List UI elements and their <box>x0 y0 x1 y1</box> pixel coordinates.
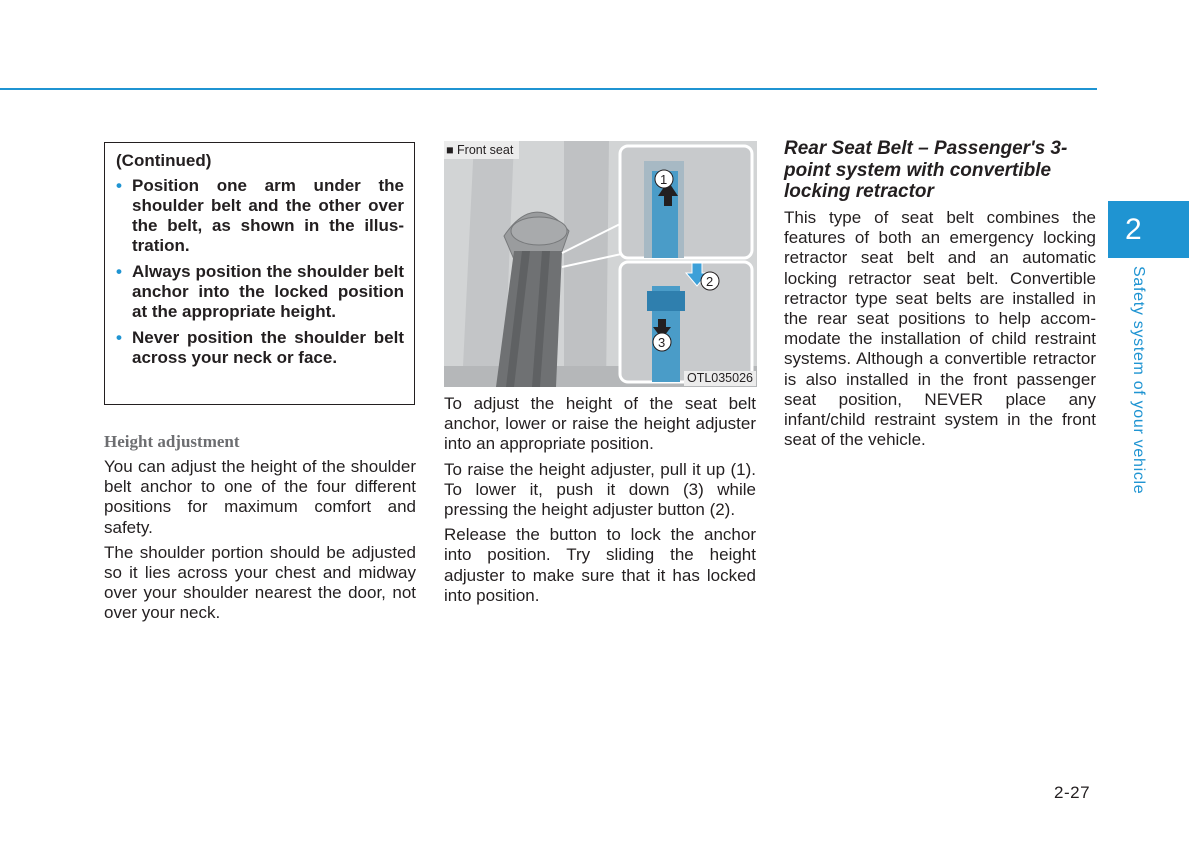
figure-code: OTL035026 <box>684 371 756 386</box>
warning-box <box>104 142 415 405</box>
section-heading-height-adjustment: Height adjustment <box>104 432 240 451</box>
paragraph: The shoulder portion should be adjusted so it lies across your chest and midway over your shoulder nearest the door, not over your neck. <box>104 542 416 623</box>
seat-belt-drawing <box>444 141 757 387</box>
bullet-icon: • <box>116 262 122 281</box>
warning-item: • Always position the shoulder belt anchor into the locked position at the appropriate height. <box>116 262 404 321</box>
warning-item: • Position one arm under the shoulder belt and the other over the belt, as shown in the illustration. <box>116 176 404 255</box>
chapter-title: Safety system of your vehicle <box>1130 266 1147 495</box>
chapter-number-tab: 2 <box>1108 201 1189 258</box>
callout-2: 2 <box>706 274 714 289</box>
header-rule <box>0 88 1097 90</box>
warning-title: (Continued) <box>116 151 212 170</box>
warning-item: • Never position the shoulder belt across your neck or face. <box>116 328 404 367</box>
bullet-icon: • <box>116 176 122 195</box>
column2-body <box>444 394 756 611</box>
column1-body <box>104 457 416 629</box>
paragraph: You can adjust the height of the shoulder belt anchor to one of the four different positions for maximum comfort and safety. <box>104 457 416 537</box>
callout-3: 3 <box>658 335 666 350</box>
paragraph: This type of seat belt combines the features of both an emergency locking retractor seat belt and an automatic locking retractor seat belt. Convertible retractor type seat belts are installed in the rear seat positions to help accommodate the installation of child restraint systems. Although a convertible retractor is also installed in the front passenger seat position, NEVER place any infant/child restraint system in the front seat of the vehicle. <box>784 208 1096 450</box>
paragraph: To raise the height adjuster, pull it up (1). To lower it, push it down (3) while pressing the height adjuster button (2). <box>444 459 756 520</box>
column3-body <box>784 208 1096 455</box>
paragraph: To adjust the height of the seat belt anchor, lower or raise the height adjuster into an appropriate position. <box>444 394 756 454</box>
page-number: 2-27 <box>1054 783 1091 802</box>
section-heading-rear-seat-belt: Rear Seat Belt – Passenger's 3-point system with convertible locking retractor <box>784 138 1068 202</box>
callout-1: 1 <box>660 172 668 187</box>
seat-belt-illustration <box>444 141 757 387</box>
figure-caption: ■ Front seat <box>444 141 519 159</box>
bullet-icon: • <box>116 328 122 347</box>
warning-list <box>116 176 404 368</box>
paragraph: Release the button to lock the anchor into position. Try sliding the height adjuster to make sure that it has locked into position. <box>444 525 756 605</box>
